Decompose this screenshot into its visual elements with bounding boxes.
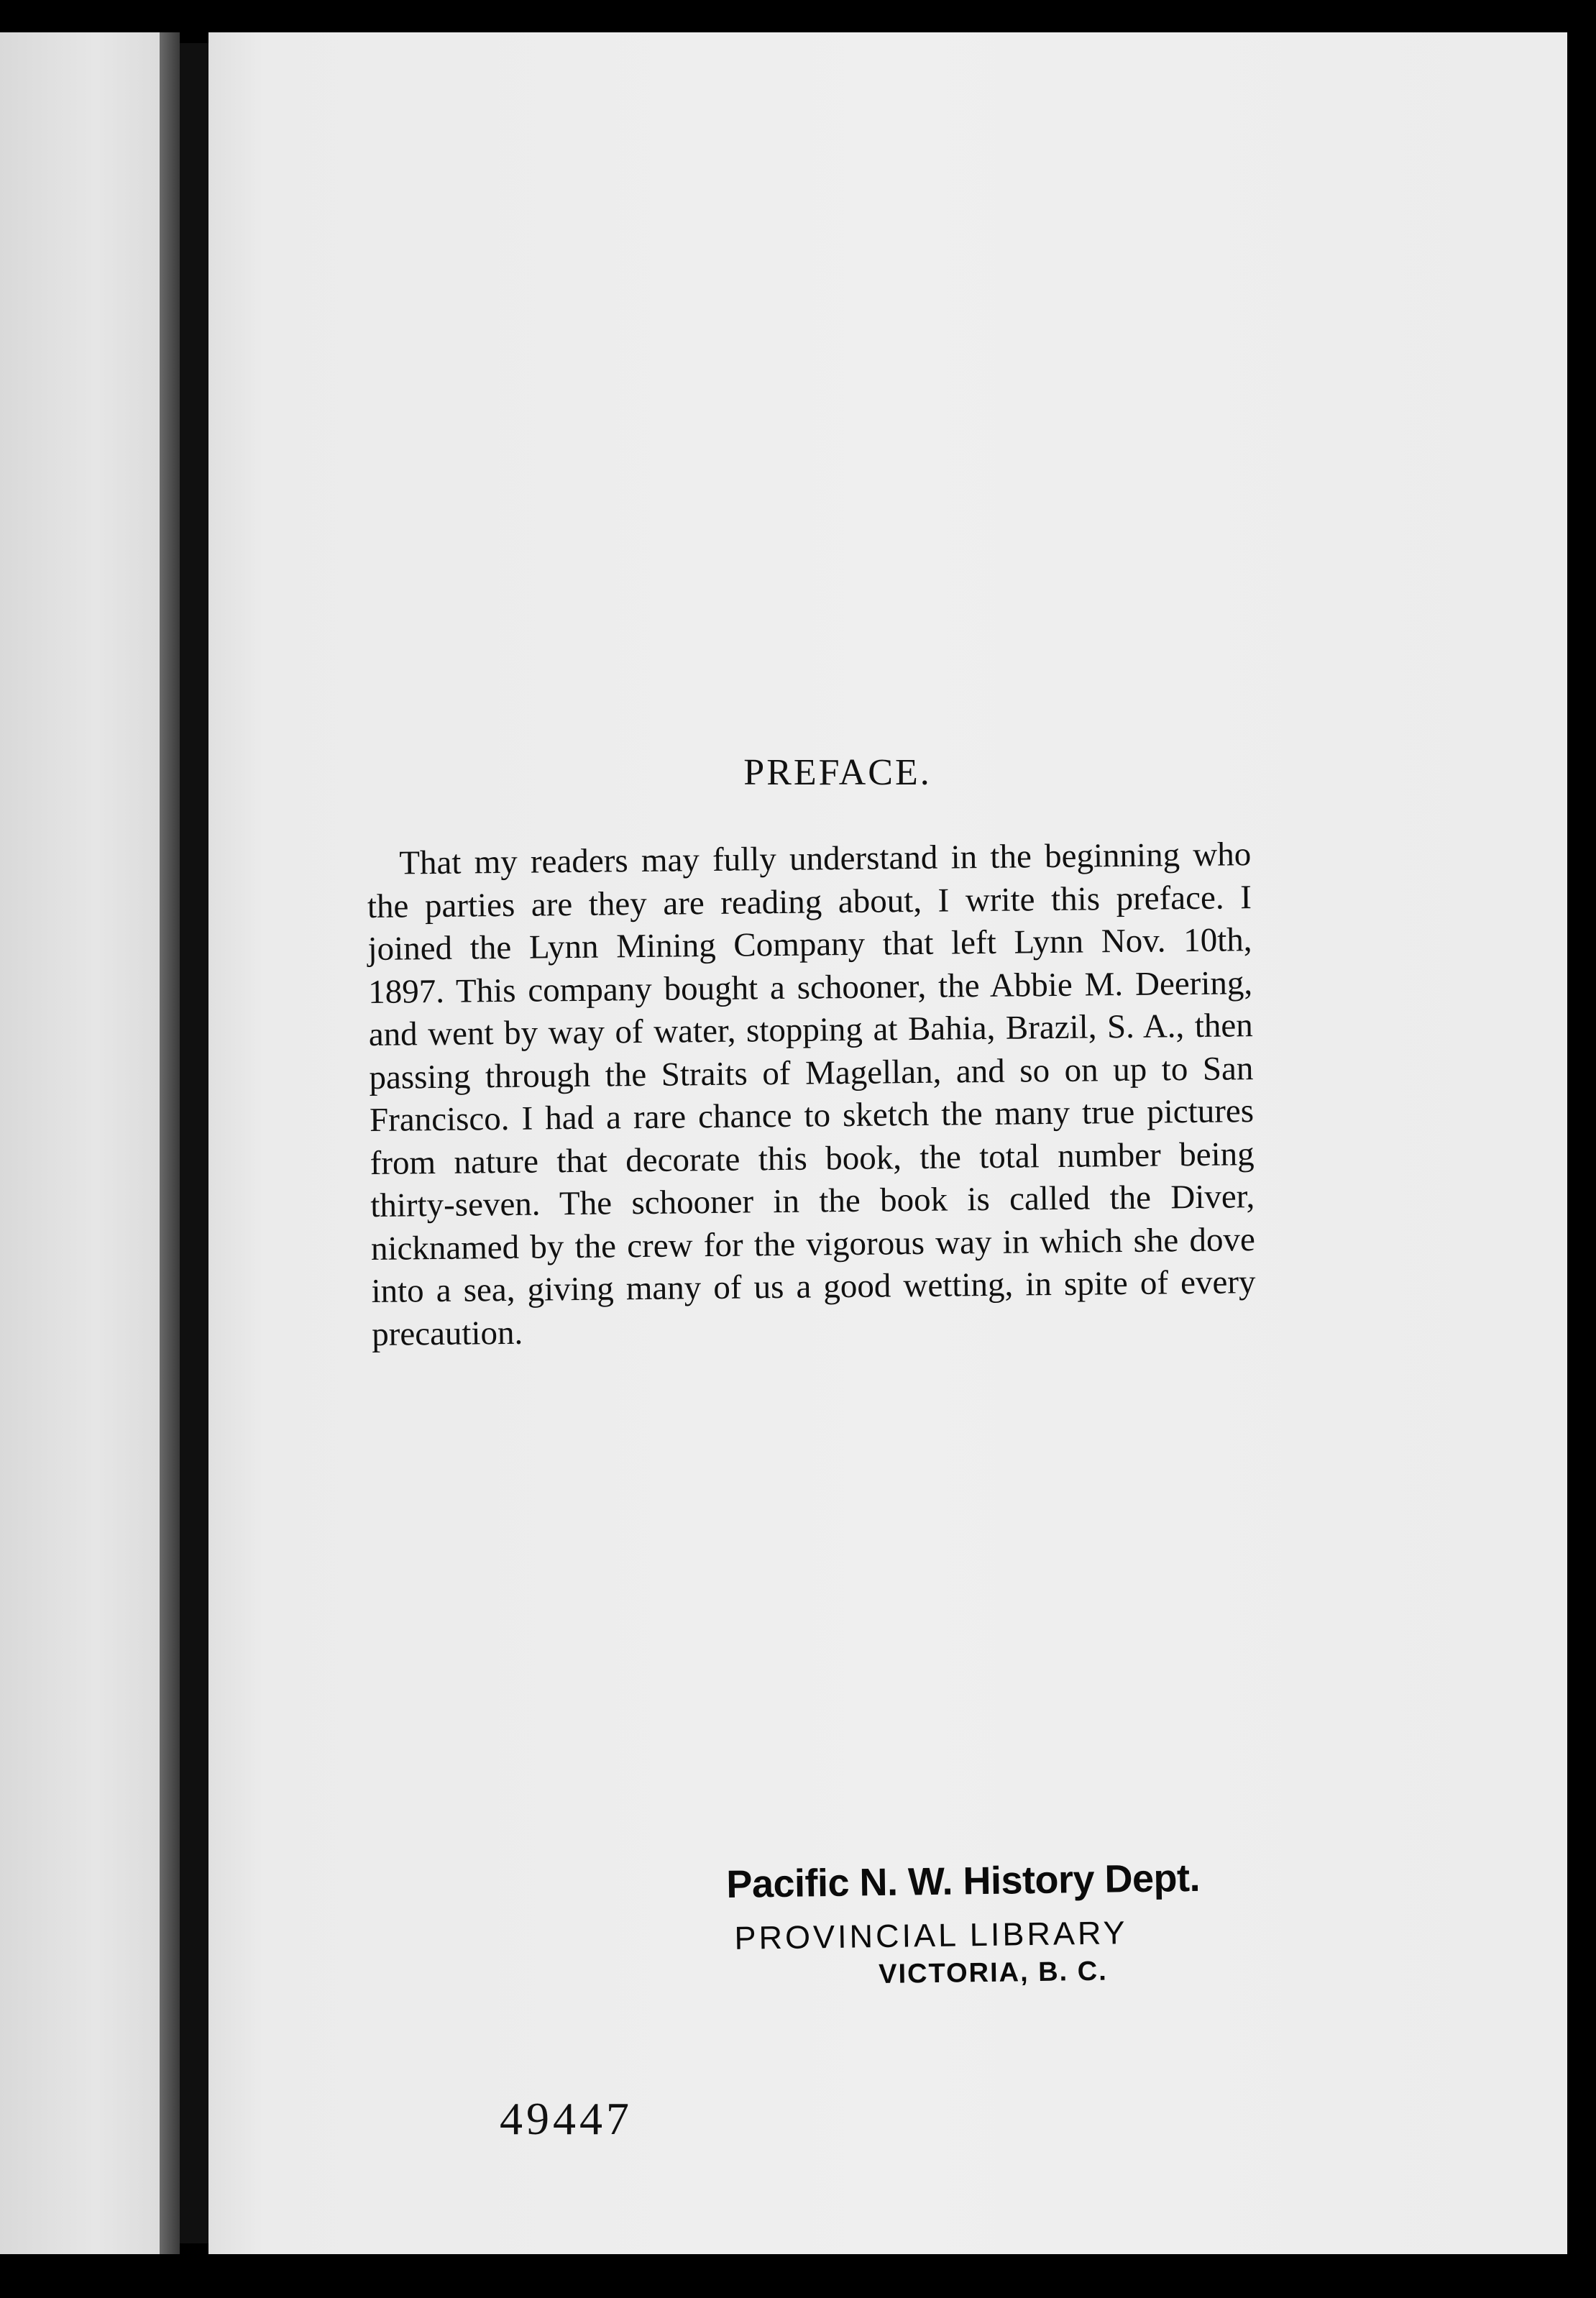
page-title: PREFACE.: [743, 752, 932, 793]
book-binding: [180, 43, 208, 2243]
gutter-shadow: [160, 32, 180, 2254]
stamp-department: Pacific N. W. History Dept.: [726, 1856, 1201, 1906]
preface-section: [367, 751, 1256, 1356]
book-page: [208, 32, 1567, 2254]
accession-number: 49447: [500, 2093, 633, 2144]
stamp-library: PROVINCIAL LIBRARY: [734, 1914, 1128, 1956]
preface-paragraph: That my readers may fully understand in the beginning who the parties are they are reading about, I write this preface. I joined the Lynn Mining Company that left Lynn Nov. 10th, 1897. This company bought a schooner, the Abbie M. Deering, and went by way of water, stopping at Bahia, Brazil, S. A., then passing through the Straits of Magellan, and so on up to San Francisco. I had a rare chance to sketch the many true pictures from nature that decorate this book, the total number being thirty-seven. The schooner in the book is called the Diver, nicknamed by the crew for the vigorous way in which she dove into a sea, giving many of us a good wetting, in spite of every precaution.: [367, 836, 1256, 1353]
library-stamp: [726, 1853, 1375, 1992]
stamp-location: VICTORIA, B. C.: [878, 1956, 1109, 1990]
previous-page-edge: [0, 32, 160, 2254]
